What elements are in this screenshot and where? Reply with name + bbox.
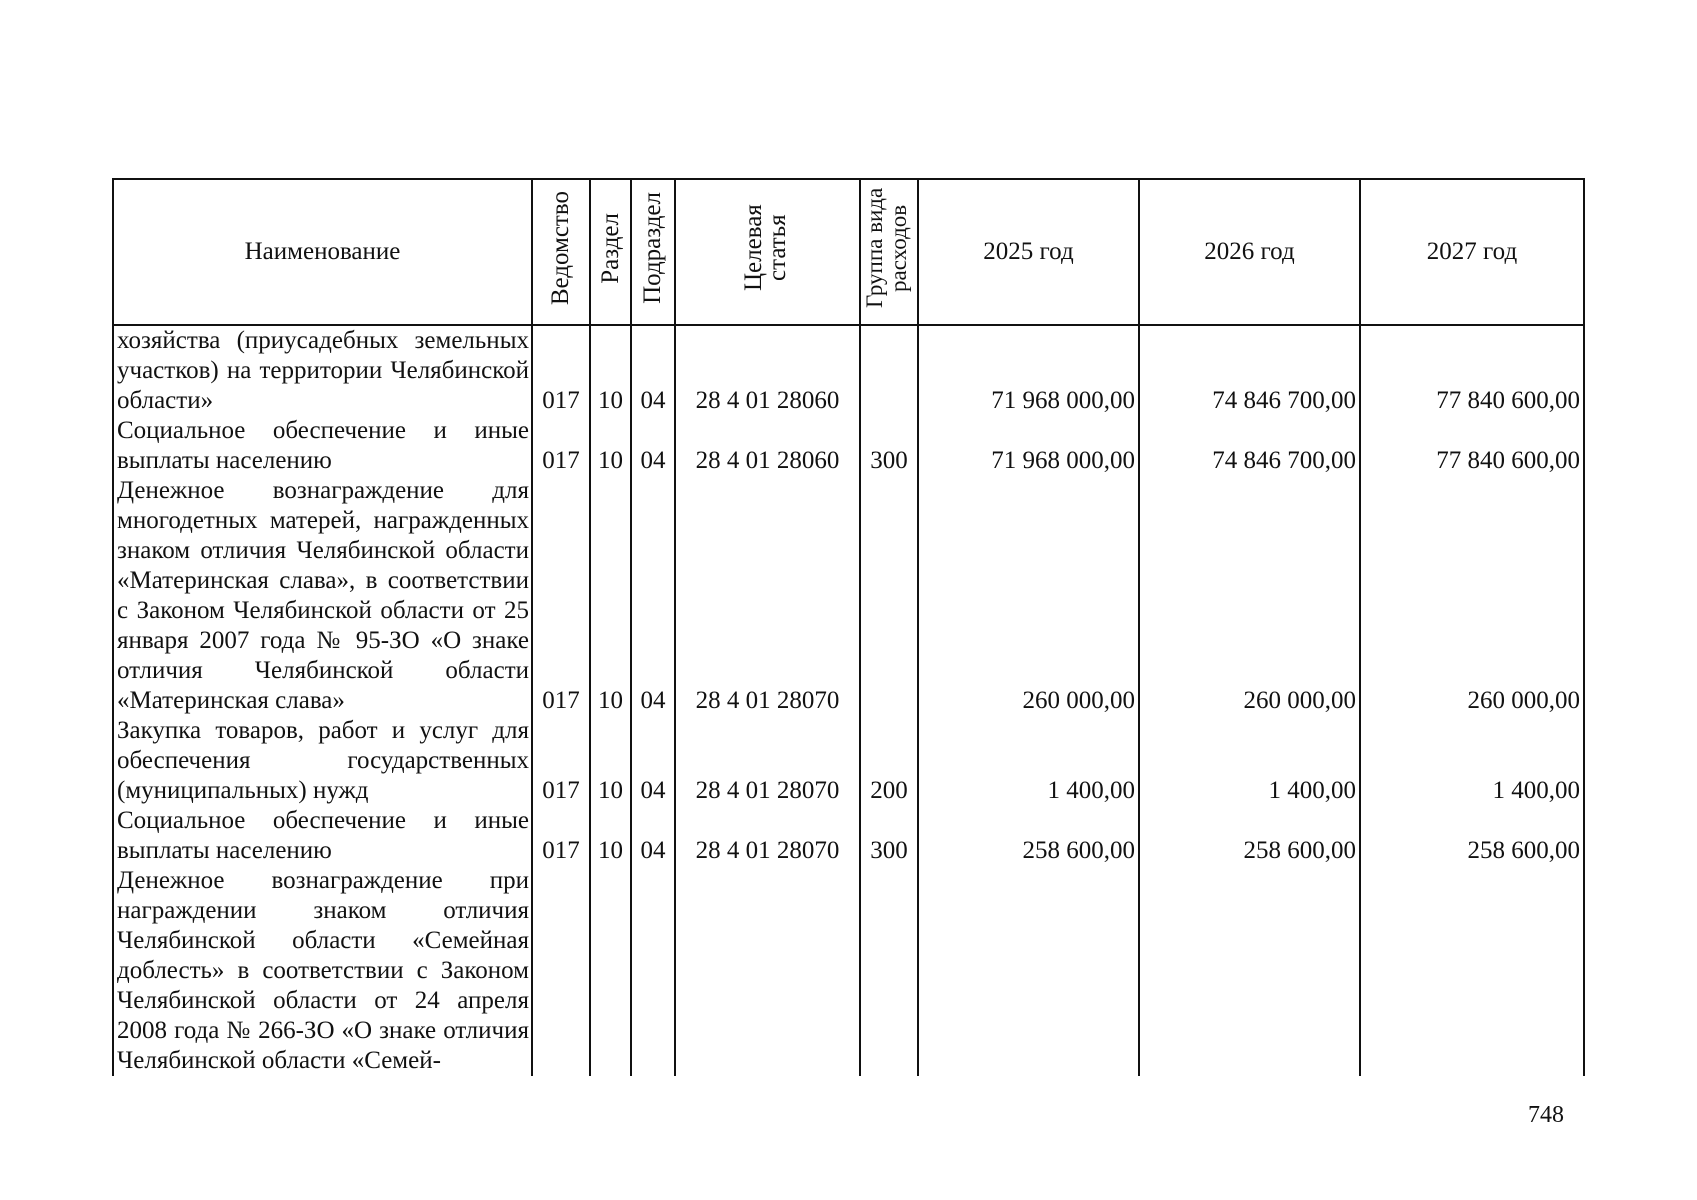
table-row <box>113 325 1584 416</box>
row-expense-group: 300 <box>860 416 918 476</box>
header-2027: 2027 год <box>1360 179 1584 325</box>
row-amount-2027: 77 840 600,00 <box>1360 416 1584 476</box>
row-amount-2026: 258 600,00 <box>1139 806 1360 866</box>
row-subsection: 04 <box>631 476 675 716</box>
row-expense-group: 200 <box>860 716 918 806</box>
row-subsection: 04 <box>631 716 675 806</box>
row-amount-2025: 1 400,00 <box>918 716 1139 806</box>
table-row <box>113 476 1584 716</box>
row-amount-2026: 74 846 700,00 <box>1139 325 1360 416</box>
row-subsection: 04 <box>631 806 675 866</box>
row-amount-2025 <box>918 866 1139 1076</box>
row-section: 10 <box>590 806 631 866</box>
header-subsection: Подраздел <box>631 179 675 325</box>
header-2026: 2026 год <box>1139 179 1360 325</box>
header-section: Раздел <box>590 179 631 325</box>
row-amount-2026 <box>1139 866 1360 1076</box>
row-name: Социальное обеспечение и иные выплаты населению <box>113 416 532 476</box>
header-target-item: Целевая статья <box>675 179 860 325</box>
row-amount-2025: 71 968 000,00 <box>918 416 1139 476</box>
row-expense-group <box>860 866 918 1076</box>
row-section: 10 <box>590 716 631 806</box>
row-section <box>590 866 631 1076</box>
row-subsection <box>631 866 675 1076</box>
row-department: 017 <box>532 716 590 806</box>
row-section: 10 <box>590 416 631 476</box>
row-target-item: 28 4 01 28070 <box>675 806 860 866</box>
row-department: 017 <box>532 476 590 716</box>
row-amount-2027: 1 400,00 <box>1360 716 1584 806</box>
row-expense-group: 300 <box>860 806 918 866</box>
row-name: Закупка товаров, работ и услуг для обеспечения государственных (муниципальных) нужд <box>113 716 532 806</box>
row-section: 10 <box>590 325 631 416</box>
table-row <box>113 866 1584 1076</box>
row-amount-2027 <box>1360 866 1584 1076</box>
row-amount-2027: 260 000,00 <box>1360 476 1584 716</box>
row-section: 10 <box>590 476 631 716</box>
budget-table <box>112 178 1585 1076</box>
row-amount-2027: 258 600,00 <box>1360 806 1584 866</box>
row-subsection: 04 <box>631 416 675 476</box>
row-department: 017 <box>532 806 590 866</box>
table-row <box>113 716 1584 806</box>
row-expense-group <box>860 325 918 416</box>
row-amount-2027: 77 840 600,00 <box>1360 325 1584 416</box>
row-amount-2026: 74 846 700,00 <box>1139 416 1360 476</box>
row-target-item: 28 4 01 28060 <box>675 325 860 416</box>
row-target-item: 28 4 01 28070 <box>675 716 860 806</box>
header-2025: 2025 год <box>918 179 1139 325</box>
table-row <box>113 416 1584 476</box>
row-department <box>532 866 590 1076</box>
header-row <box>113 179 1584 325</box>
row-target-item: 28 4 01 28060 <box>675 416 860 476</box>
row-name: Социальное обеспечение и иные выплаты населению <box>113 806 532 866</box>
header-department: Ведомство <box>532 179 590 325</box>
row-target-item <box>675 866 860 1076</box>
header-expense-group: Группа вида расходов <box>860 179 918 325</box>
row-target-item: 28 4 01 28070 <box>675 476 860 716</box>
row-name: Денежное вознаграждение при награждении знаком отличия Челябинской области «Семейная доблесть» в соответствии с Законом Челябинской области от 24 апреля 2008 года № 266-ЗО «О знаке отличия Челябинской области «Семей- <box>113 866 532 1076</box>
row-subsection: 04 <box>631 325 675 416</box>
page-number: 748 <box>1528 1102 1564 1128</box>
row-department: 017 <box>532 416 590 476</box>
row-amount-2025: 260 000,00 <box>918 476 1139 716</box>
row-department: 017 <box>532 325 590 416</box>
row-amount-2026: 260 000,00 <box>1139 476 1360 716</box>
row-amount-2025: 71 968 000,00 <box>918 325 1139 416</box>
row-name: Денежное вознаграждение для многодетных матерей, награжденных знаком отличия Челябинской области «Материнская слава», в соответствии с Законом Челябинской области от 25 января 2007 года № 95-ЗО «О знаке отличия Челябинской области «Материнская слава» <box>113 476 532 716</box>
row-name: хозяйства (приусадебных земельных участков) на территории Челябинской области» <box>113 325 532 416</box>
row-amount-2026: 1 400,00 <box>1139 716 1360 806</box>
row-expense-group <box>860 476 918 716</box>
header-name: Наименование <box>113 179 532 325</box>
row-amount-2025: 258 600,00 <box>918 806 1139 866</box>
table-row <box>113 806 1584 866</box>
